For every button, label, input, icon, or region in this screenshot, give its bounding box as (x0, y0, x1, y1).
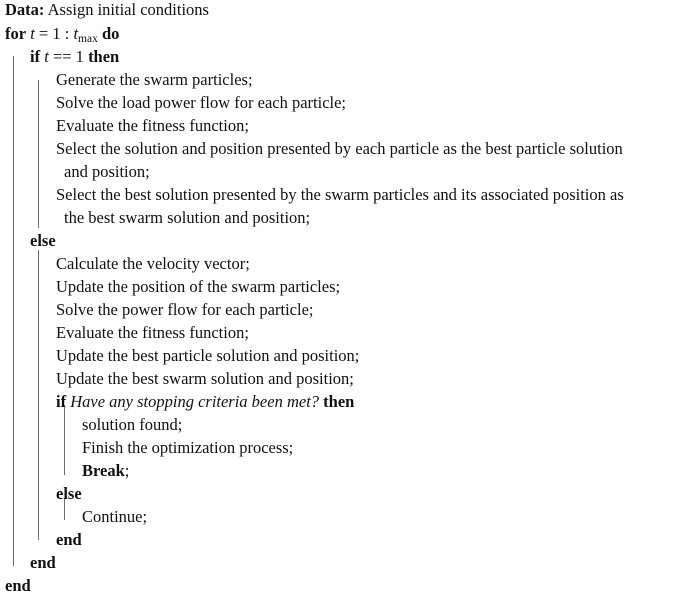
statement: Evaluate the fitness function; (56, 116, 249, 135)
for-range: = 1 : (34, 24, 74, 43)
statement: Select the solution and position presented by each particle as the best particle solution (56, 139, 623, 158)
inner-end-keyword: end (56, 530, 82, 549)
if-variable: t (44, 47, 49, 66)
break-keyword: Break (82, 461, 125, 480)
else-block-bar (38, 250, 39, 540)
if-condition: == 1 (48, 47, 89, 66)
for-keyword: for (5, 24, 27, 43)
statement: Finish the optimization process; (82, 438, 294, 457)
statement: solution found; (82, 415, 183, 434)
if-end-keyword: end (30, 553, 56, 572)
statement: Calculate the velocity vector; (56, 254, 250, 273)
inner-if-condition: Have any stopping criteria been met? (70, 392, 320, 411)
for-block-bar (13, 56, 14, 566)
statement-continuation: the best swarm solution and position; (64, 208, 311, 227)
break-semicolon: ; (124, 461, 130, 480)
statement: Generate the swarm particles; (56, 70, 253, 89)
inner-then-keyword: then (323, 392, 355, 411)
for-variable: t (30, 24, 35, 43)
statement: Solve the load power flow for each particle; (56, 93, 347, 112)
tmax-subscript: max (78, 33, 98, 45)
data-text: Assign initial conditions (47, 0, 209, 19)
inner-if-keyword: if (56, 392, 67, 411)
for-end-keyword: end (5, 576, 31, 595)
if-keyword: if (30, 47, 41, 66)
statement: Select the best solution presented by the swarm particles and its associated position as (56, 185, 624, 204)
data-label: Data: (5, 0, 45, 19)
statement: Update the best particle solution and position; (56, 346, 360, 365)
do-keyword: do (101, 24, 120, 43)
data-line (5, 0, 209, 20)
statement: Continue; (82, 507, 148, 526)
statement: Evaluate the fitness function; (56, 323, 249, 342)
for-line (5, 24, 119, 44)
then-keyword: then (88, 47, 120, 66)
inner-then-block-bar (64, 405, 65, 475)
statement: Solve the power flow for each particle; (56, 300, 314, 319)
if-line (30, 47, 119, 67)
inner-else-keyword: else (56, 484, 82, 503)
tmax-variable: t (73, 24, 79, 43)
break-line (82, 461, 129, 481)
inner-if-line (56, 392, 354, 412)
statement-continuation: and position; (64, 162, 150, 181)
else-keyword: else (30, 231, 56, 250)
if-then-block-bar (38, 80, 39, 228)
statement: Update the best swarm solution and position; (56, 369, 354, 388)
statement: Update the position of the swarm particles; (56, 277, 341, 296)
